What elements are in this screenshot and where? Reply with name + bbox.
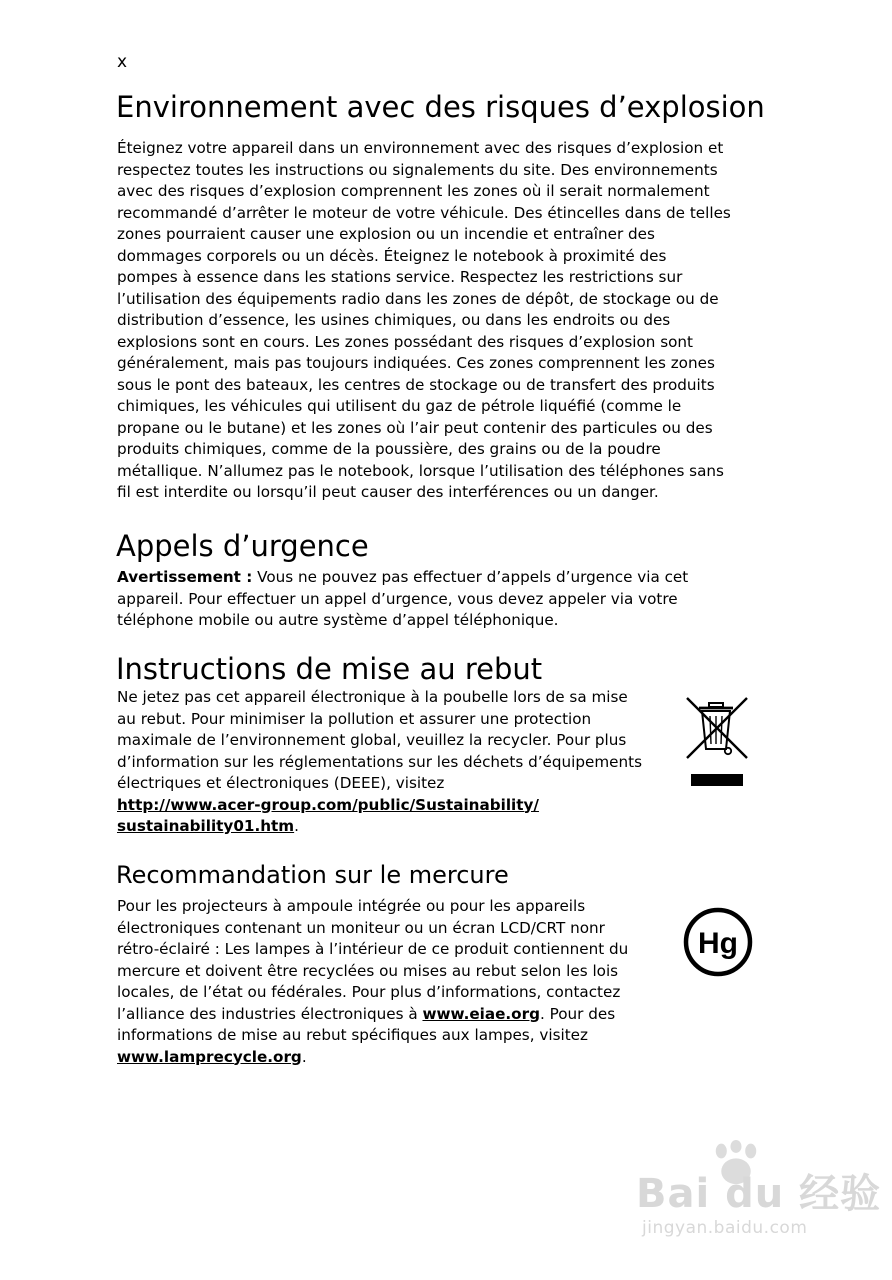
link-suffix: . (294, 817, 299, 835)
text-line: dommages corporels ou un décès. Éteignez le notebook à proximité des (117, 246, 667, 265)
watermark-url: jingyan.baidu.com (642, 1218, 808, 1238)
text-line: informations de mise au rebut spécifiques aux lampes, visitez (117, 1026, 588, 1044)
text-line: sous le pont des bateaux, les centres de stockage ou de transfert des produits (117, 375, 715, 394)
warning-label: Avertissement : (117, 568, 253, 586)
mercury-paragraph (117, 896, 677, 1068)
text-line: locales, de l’état ou fédérales. Pour plus d’informations, contactez (117, 983, 621, 1001)
hg-mercury-icon (682, 906, 754, 978)
text-line (117, 567, 767, 589)
text-line: avec des risques d’explosion comprennent les zones où il serait normalement (117, 182, 710, 200)
text-line: pompes à essence dans les stations service. Respectez les restrictions sur (117, 268, 683, 286)
text-line: généralement, mais pas toujours indiquées. Ces zones comprennent les zones (117, 354, 715, 372)
text-line: électriques et électroniques (DEEE), visitez (117, 774, 445, 792)
emergency-paragraph (117, 567, 767, 632)
eiae-prefix: l’alliance des industries électroniques à (117, 1004, 423, 1023)
text-line: recommandé d’arrêter le moteur de votre véhicule. Des étincelles dans de telles (117, 203, 731, 222)
text-line: explosions sont en cours. Les zones possédant des risques d’explosion sont (117, 332, 694, 351)
warning-text: Vous ne pouvez pas effectuer d’appels d’urgence via cet (252, 568, 689, 586)
text-line: Éteignez votre appareil dans un environnement avec des risques d’explosion et (117, 139, 724, 157)
watermark-brand: Bai du 经验 (636, 1171, 882, 1217)
text-line: électroniques contenant un moniteur ou un écran LCD/CRT nonr (117, 918, 605, 937)
text-line: distribution d’essence, les usines chimiques, ou dans les endroits ou des (117, 311, 671, 329)
baidu-watermark (636, 1140, 882, 1250)
section-title-emergency: Appels d’urgence (116, 529, 369, 563)
text-line: maximale de l’environnement global, veuillez la recycler. Pour plus (117, 731, 627, 749)
disposal-paragraph (117, 687, 677, 838)
text-line: Ne jetez pas cet appareil électronique à la poubelle lors de sa mise (117, 688, 628, 706)
hg-symbol-text: Hg (698, 927, 738, 960)
section-title-disposal: Instructions de mise au rebut (116, 652, 543, 686)
text-line (117, 795, 677, 817)
acer-sustainability-link-part1[interactable]: http://www.acer-group.com/public/Sustainability/ (117, 795, 539, 814)
lamp-suffix: . (301, 1047, 307, 1066)
text-line: rétro-éclairé : Les lampes à l’intérieur de ce produit contiennent du (117, 940, 629, 958)
text-line: zones pourraient causer une explosion ou un incendie et entraîner des (117, 225, 655, 243)
text-line (117, 1047, 677, 1069)
acer-sustainability-link-part2[interactable]: sustainability01.htm (117, 817, 295, 835)
text-line: mercure et doivent être recyclées ou mises au rebut selon les lois (117, 961, 619, 980)
text-line: chimiques, les véhicules qui utilisent du gaz de pétrole liquéfié (comme le (117, 397, 682, 415)
text-line: respectez toutes les instructions ou signalements du site. Des environnements (117, 160, 718, 179)
eiae-link[interactable]: www.eiae.org (422, 1004, 540, 1023)
eiae-suffix: . Pour des (539, 1004, 616, 1023)
page-number: x (117, 52, 128, 72)
text-line: Pour les projecteurs à ampoule intégrée ou pour les appareils (117, 897, 586, 915)
weee-crossed-bin-icon (684, 694, 750, 788)
lamprecycle-link[interactable]: www.lamprecycle.org (117, 1047, 302, 1066)
section-title-mercury: Recommandation sur le mercure (116, 861, 509, 889)
text-line: produits chimiques, comme de la poussière, des grains ou de la poudre (117, 440, 661, 458)
text-line: l’utilisation des équipements radio dans les zones de dépôt, de stockage ou de (117, 289, 719, 308)
text-line: fil est interdite ou lorsqu’il peut causer des interférences ou un danger. (117, 483, 659, 501)
text-line: métallique. N’allumez pas le notebook, lorsque l’utilisation des téléphones sans (117, 461, 724, 480)
text-line (117, 816, 677, 838)
text-line: téléphone mobile ou autre système d’appel téléphonique. (117, 611, 559, 629)
text-line: appareil. Pour effectuer un appel d’urgence, vous devez appeler via votre (117, 589, 678, 608)
section-title-explosion: Environnement avec des risques d’explosion (116, 90, 765, 124)
text-line: d’information sur les réglementations sur les déchets d’équipements (117, 752, 643, 771)
text-line: au rebut. Pour minimiser la pollution et assurer une protection (117, 709, 592, 728)
text-line (117, 1004, 677, 1026)
explosion-paragraph (117, 138, 767, 504)
text-line: propane ou le butane) et les zones où l’air peut contenir des particules ou des (117, 418, 713, 437)
